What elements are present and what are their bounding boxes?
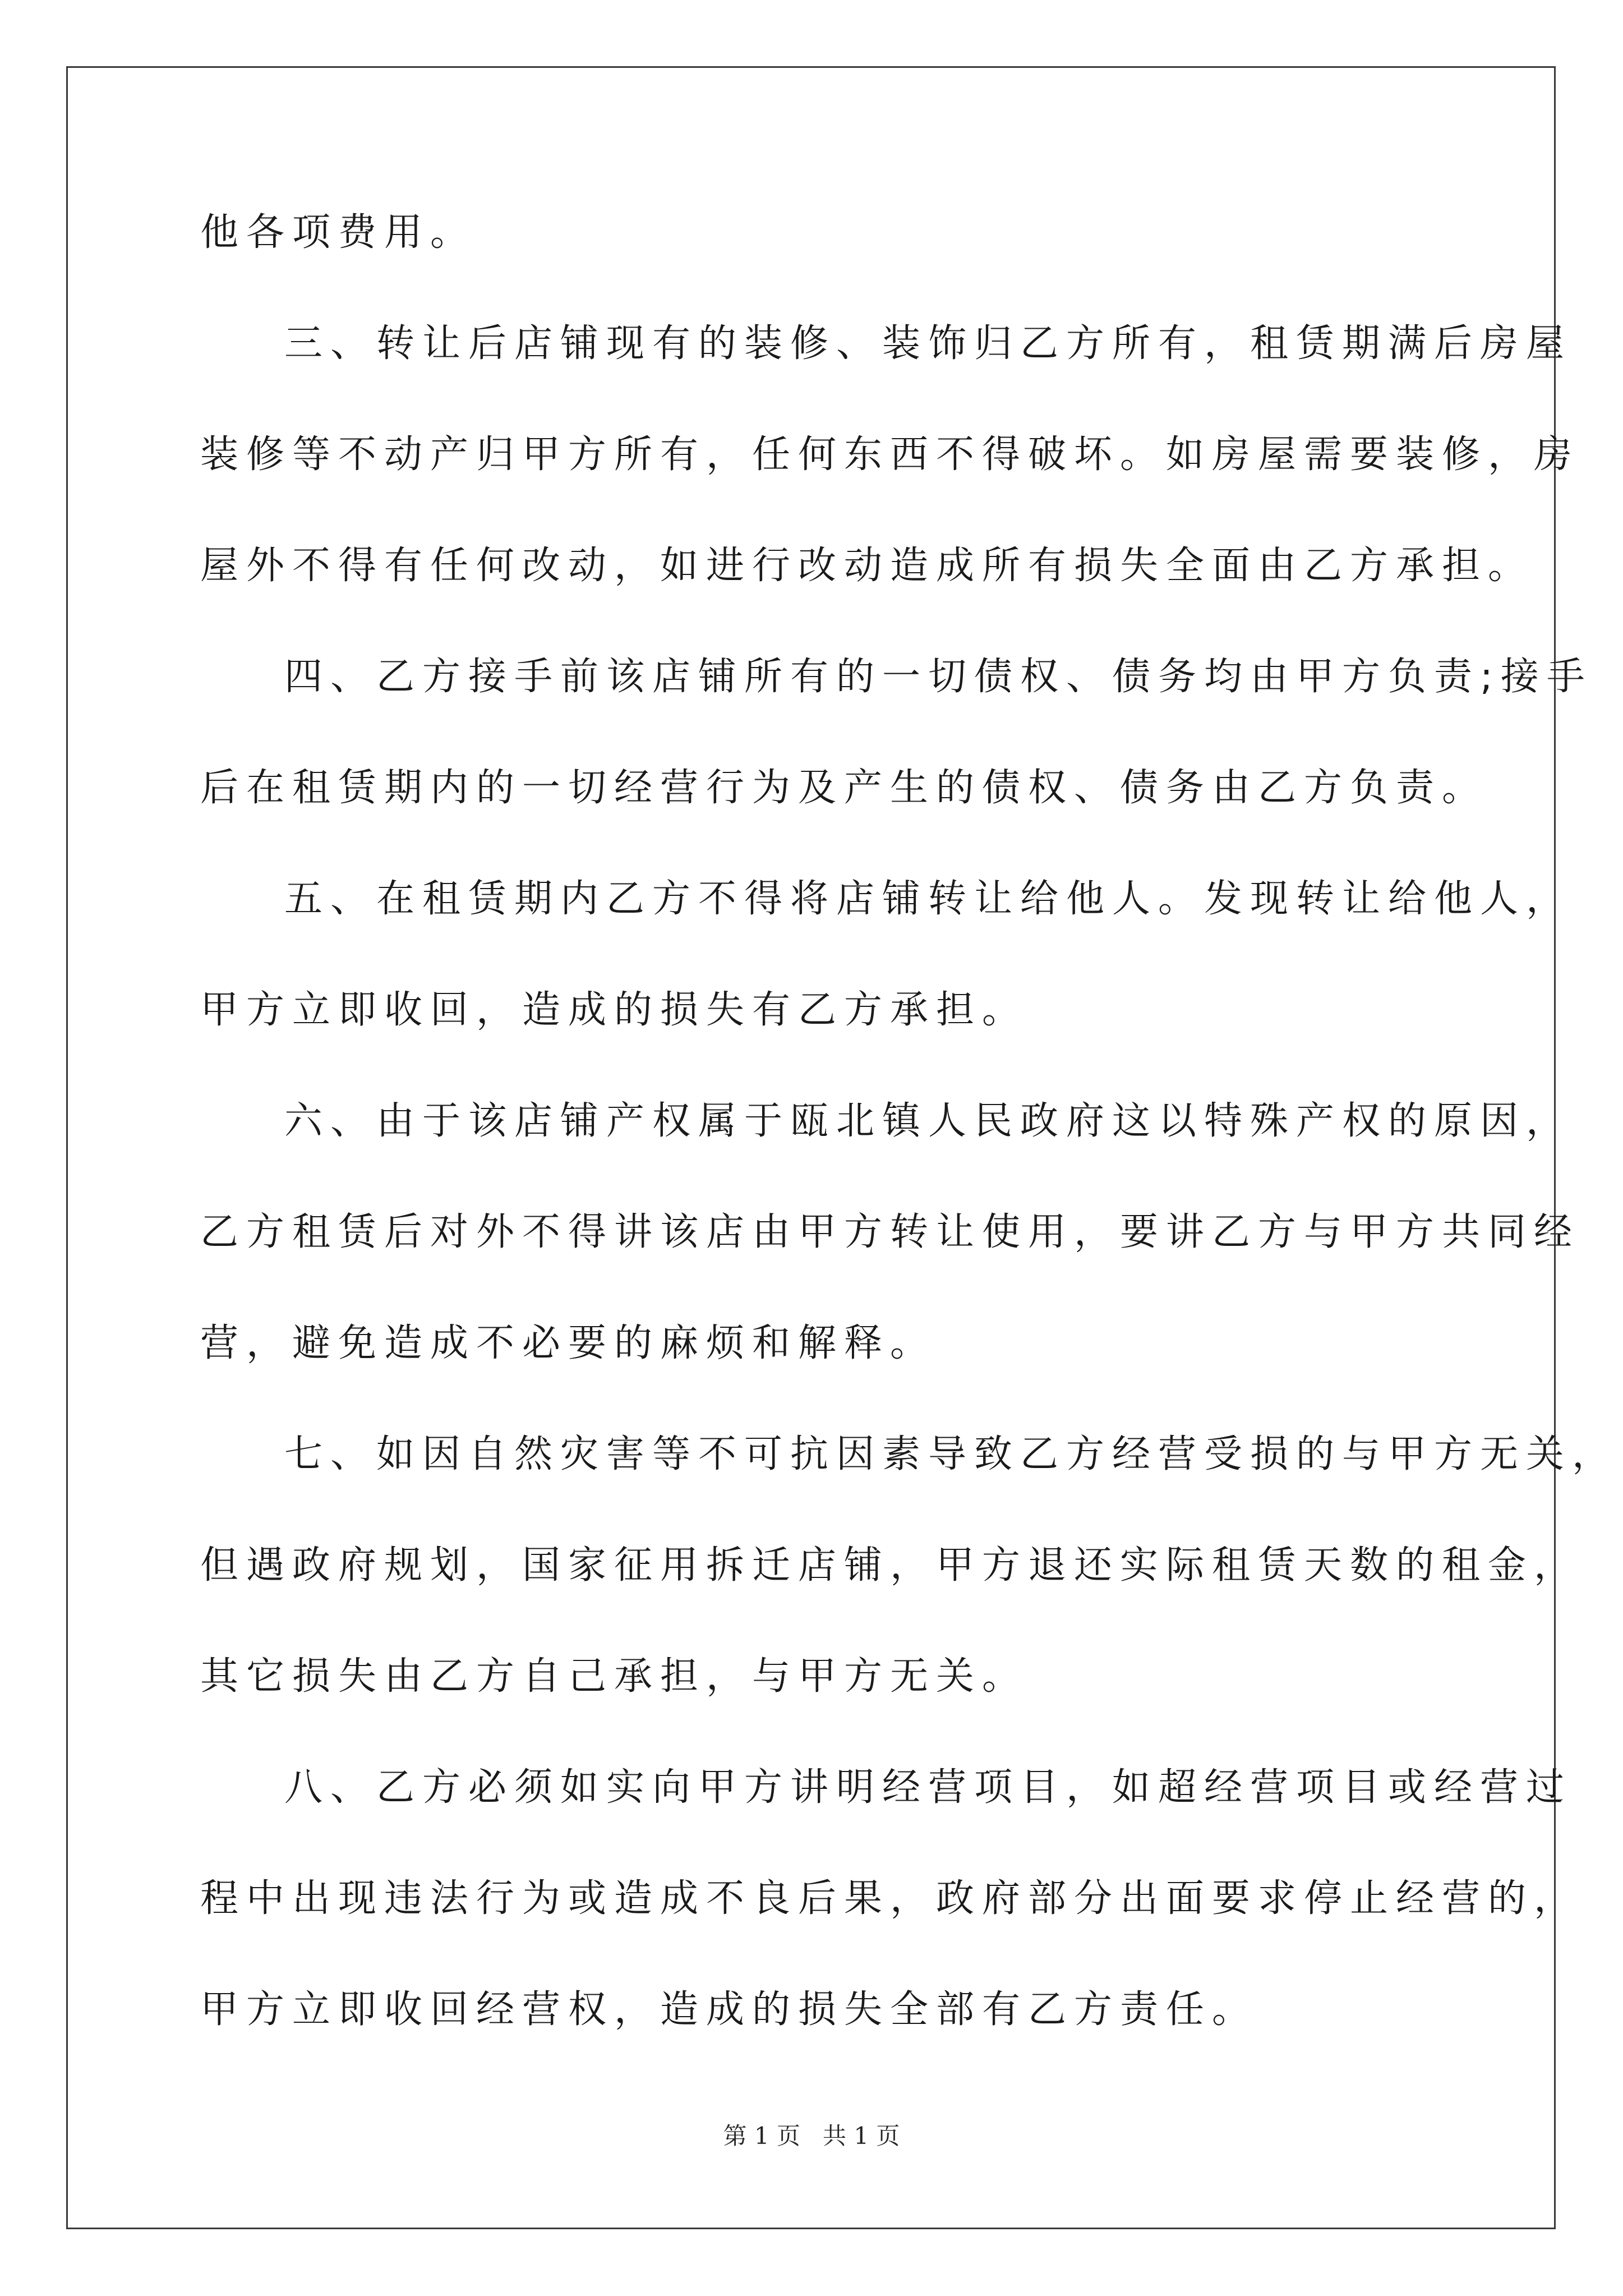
text-line: 乙方租赁后对外不得讲该店由甲方转让使用，要讲乙方与甲方共同经 xyxy=(200,1210,1580,1254)
text-line: 他各项费用。 xyxy=(200,210,477,255)
text-line: 其它损失由乙方自己承担，与甲方无关。 xyxy=(200,1654,1029,1699)
text-line: 甲方立即收回，造成的损失有乙方承担。 xyxy=(200,988,1029,1032)
text-line: 装修等不动产归甲方所有，任何东西不得破坏。如房屋需要装修，房 xyxy=(200,432,1580,477)
text-line: 屋外不得有任何改动，如进行改动造成所有损失全面由乙方承担。 xyxy=(200,544,1534,588)
page-number-current: 第 1 页 xyxy=(723,2122,800,2150)
text-line: 但遇政府规划，国家征用拆迁店铺，甲方退还实际租赁天数的租金， xyxy=(200,1543,1580,1588)
clause-7-line: 七、如因自然灾害等不可抗因素导致乙方经营受损的与甲方无关， xyxy=(284,1432,1619,1476)
clause-5-line: 五、在租赁期内乙方不得将店铺转让给他人。发现转让给他人， xyxy=(284,877,1573,921)
page-footer xyxy=(0,2120,1623,2152)
clause-6-line: 六、由于该店铺产权属于瓯北镇人民政府这以特殊产权的原因， xyxy=(284,1099,1573,1143)
text-line: 甲方立即收回经营权，造成的损失全部有乙方责任。 xyxy=(200,1987,1258,2032)
clause-3-line: 三、转让后店铺现有的装修、装饰归乙方所有，租赁期满后房屋 xyxy=(284,321,1573,366)
clause-8-line: 八、乙方必须如实向甲方讲明经营项目，如超经营项目或经营过 xyxy=(284,1765,1573,1810)
text-line: 后在租赁期内的一切经营行为及产生的债权、债务由乙方负责。 xyxy=(200,766,1488,810)
page-number-total: 共 1 页 xyxy=(823,2122,900,2150)
text-line: 程中出现违法行为或造成不良后果，政府部分出面要求停止经营的， xyxy=(200,1876,1580,1921)
clause-4-line: 四、乙方接手前该店铺所有的一切债权、债务均由甲方负责;接手 xyxy=(284,655,1593,699)
text-line: 营，避免造成不必要的麻烦和解释。 xyxy=(200,1321,937,1365)
